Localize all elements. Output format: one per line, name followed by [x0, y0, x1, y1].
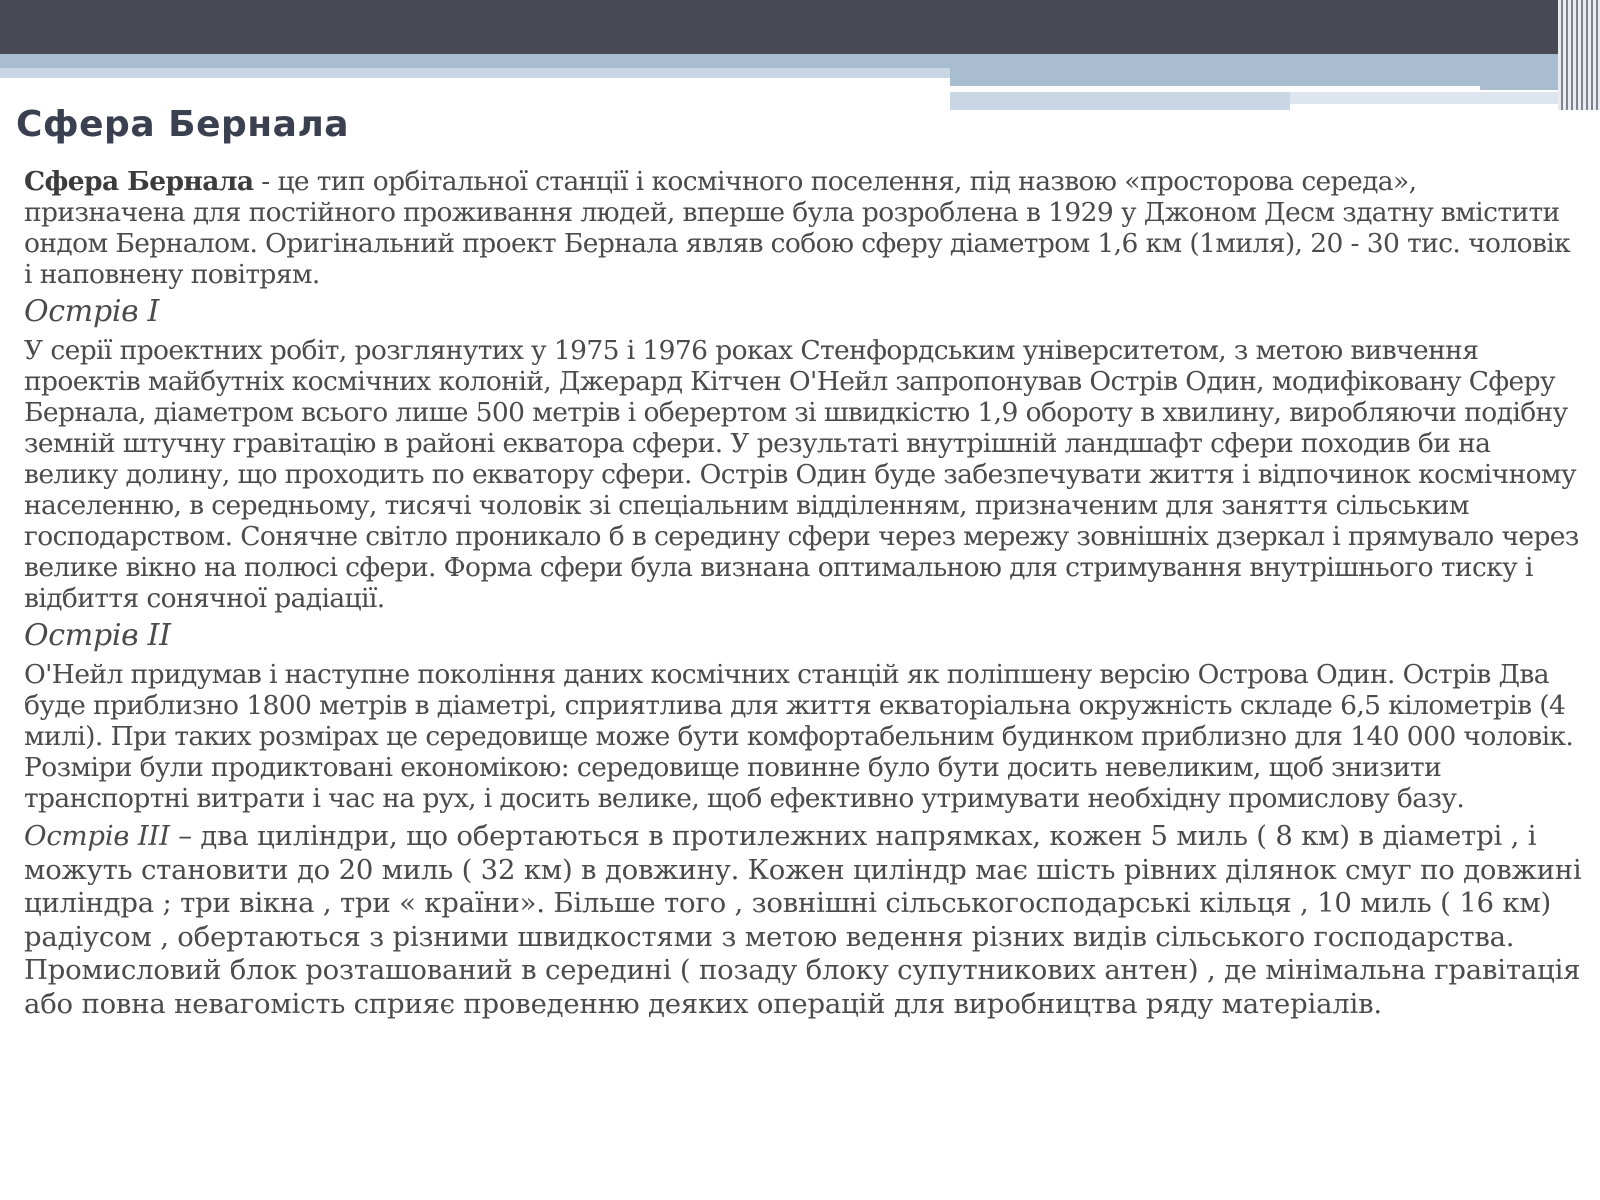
- island-1-heading: Острів I: [24, 294, 160, 329]
- intro-term: Сфера Бернала: [24, 166, 254, 197]
- banner-light-band: [0, 54, 1560, 68]
- slide-body: [24, 166, 1584, 1021]
- island-1-paragraph: У серії проектних робіт, розглянутих у 1975 і 1976 роках Стенфордським університетом, з метою вивчення проектів майбутніх космічних колоній, Джерард Кітчен О'Нейл запропонував Острів Один, модифіковану Сферу Бернала, діаметром всього лише 500 метрів і оберертом зі швидкістю 1,9 обороту в хвилину, виробляючи подібну земній штучну гравітацію в районі екватора сфери. У результаті внутрішній ландшафт сфери походив би на велику долину, що проходить по екватору сфери. Острів Один буде забезпечувати життя і відпочинок космічному населенню, в середньому, тисячі чоловік зі спеціальним відділенням, призначеним для заняття сільським господарством. Сонячне світло проникало б в середину сфери через мережу зовнішніх дзеркал і прямувало через велике вікно на полюсі сфери. Форма сфери була визнана оптимальною для стримування внутрішнього тиску і відбиття сонячної радіації.: [24, 335, 1579, 614]
- slide-title: Сфера Бернала: [16, 104, 350, 145]
- island-3-heading: Острів III: [24, 820, 170, 852]
- island-3-paragraph: [24, 820, 1584, 1021]
- intro-text: - це тип орбітальної станції і космічного поселення, під назвою «просторова середа», призначена для постійного проживання людей, вперше була розроблена в 1929 у Джоном Десм здатну вмістити ондом Берналом. Оригінальний проект Бернала являв собою сферу діаметром 1,6 км (1миля), 20 - 30 тис. чоловік і наповнену повітрям.: [24, 166, 1571, 290]
- island-3-text: – два циліндри, що обертаються в протилежних напрямках, кожен 5 миль ( 8 км) в діаметрі , і можуть становити до 20 миль ( 32 км) в довжину. Кожен циліндр має шість рівних ділянок смуг по довжині циліндра ; три вікна , три « країни». Більше того , зовнішні сільськогосподарські кільця , 10 миль ( 16 км) радіусом , обертаються з різними швидкостями з метою ведення різних видів сільського господарства. Промисловий блок розташований в середині ( позаду блоку супутникових антен) , де мінімальна гравітація або повна невагомість сприяє проведенню деяких операцій для виробництва ряду матеріалів.: [24, 820, 1582, 1020]
- banner-dark-band: [0, 0, 1560, 54]
- banner-light-band: [950, 92, 1290, 110]
- intro-paragraph: [24, 166, 1584, 290]
- banner-stripes: [1558, 0, 1600, 110]
- island-2-paragraph: О'Нейл придумав і наступне покоління даних космічних станцій як поліпшену версію Острова Один. Острів Два буде приблизно 1800 метрів в діаметрі, сприятлива для життя екваторіальна окружність складе 6,5 кілометрів (4 милі). При таких розмірах це середовище може бути комфортабельним будинком приблизно для 140 000 чоловік. Розміри були продиктовані економікою: середовище повинне було бути досить невеликим, щоб знизити транспортні витрати і час на рух, і досить велике, щоб ефективно утримувати необхідну промислову базу.: [24, 659, 1574, 814]
- banner-divider-line: [950, 86, 1480, 90]
- banner-light-band: [1290, 92, 1570, 104]
- banner-light-band: [0, 68, 950, 78]
- island-2-heading: Острів II: [24, 618, 171, 653]
- header-banner: [0, 0, 1600, 110]
